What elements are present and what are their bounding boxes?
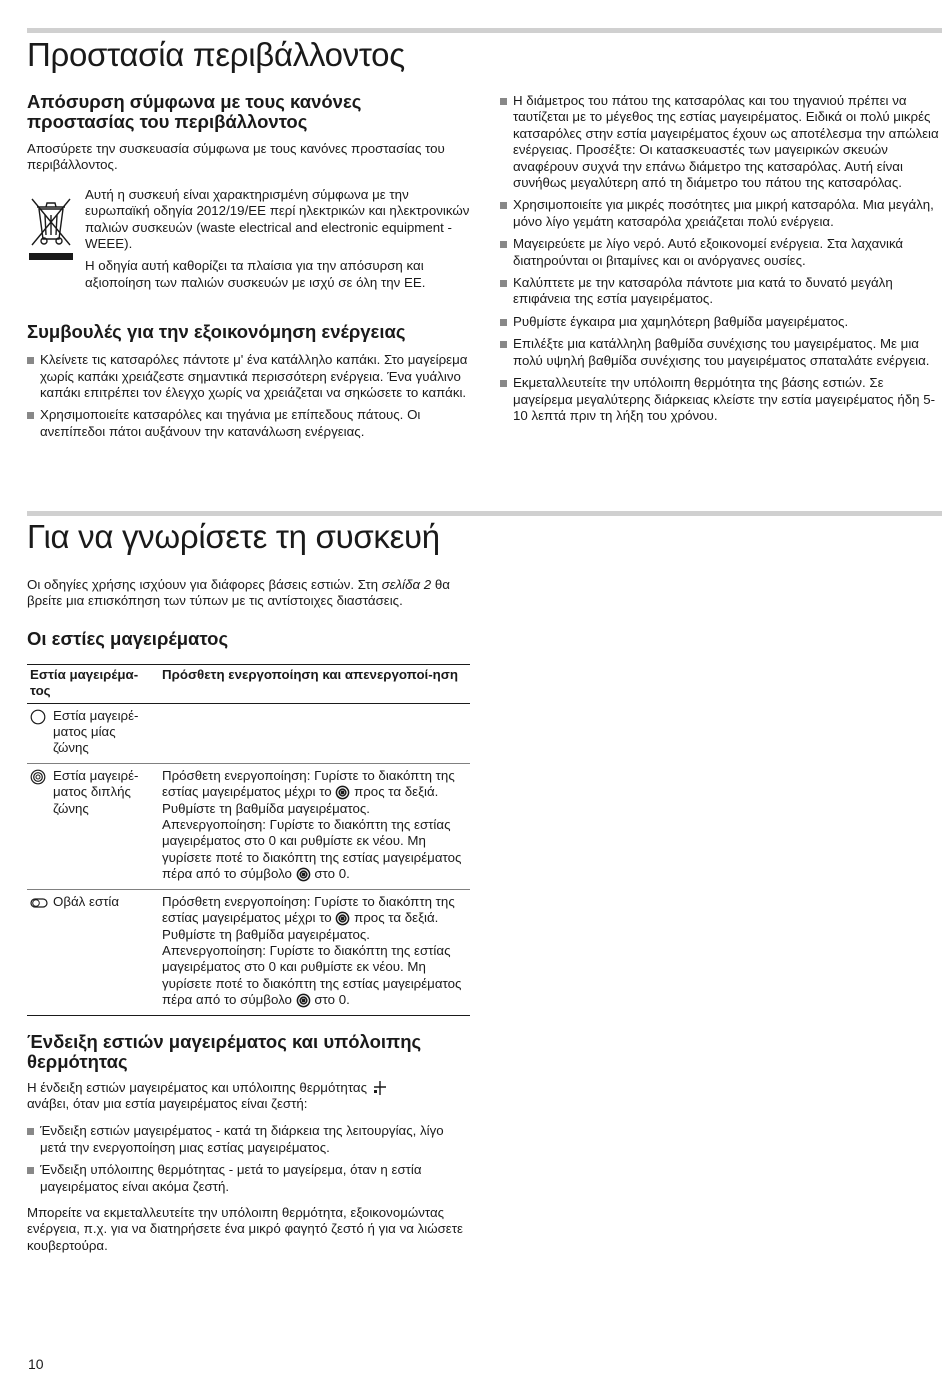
list-item: Εκμεταλλευτείτε την υπόλοιπη θερμότητα της βάσης εστιών. Σε μαγείρεμα μεγαλύτερης διάρκειας κλείστε την εστία μαγειρέματος ήδη 5-10 λεπτά πριν τη λήξη του χρόνου. [500, 375, 942, 424]
list-item: Ένδειξη εστιών μαγειρέματος - κατά τη διάρκεια της λειτουργίας, λίγο μετά την ενεργοποίηση μιας εστίας μαγειρέματος. [27, 1123, 470, 1156]
table-row: Εστία μαγειρέ-ματος μίας ζώνης [27, 703, 470, 763]
indicator-intro: Η ένδειξη εστιών μαγειρέματος και υπόλοιπης θερμότητας ανάβει, όταν μια εστία μαγειρέματος είναι ζεστή: [27, 1080, 470, 1113]
weee-text-2: Η οδηγία αυτή καθορίζει τα πλαίσια για την απόσυρση και αξιοποίηση των παλιών συσκευών με ισχύ σε όλη την ΕΕ. [85, 258, 426, 290]
single-zone-icon [30, 709, 46, 725]
oval-zone-icon [30, 897, 48, 909]
table-row: Εστία μαγειρέ-ματος διπλής ζώνης Πρόσθετη ενεργοποίηση: Γυρίστε το διακόπτη της εστίας μαγειρέματος μέχρι το προς τα δεξιά. Ρυθμίστε τη βαθμίδα μαγειρέματος. Απενεργοποίηση: Γυρίστε το διακόπτη της εστίας μαγειρέματος στο 0 και ρυθμίστε εκ νέου. Μη γυρίσετε ποτέ το διακόπτη της εστίας μαγειρέματος πέρα από το σύμβολο στο 0. [27, 763, 470, 889]
dual-zone-symbol-icon [335, 785, 350, 800]
hobs-table [27, 664, 470, 1016]
dual-zone-icon [30, 769, 46, 785]
hobs-heading: Οι εστίες μαγειρέματος [27, 627, 229, 649]
section-title-appliance: Για να γνωρίσετε τη συσκευή [27, 518, 440, 555]
list-item: Ρυθμίστε έγκαιρα μια χαμηλότερη βαθμίδα μαγειρέματος. [500, 314, 942, 330]
dual-zone-symbol-icon [296, 867, 311, 882]
right-column-top [500, 93, 942, 430]
list-item: Η διάμετρος του πάτου της κατσαρόλας και του τηγανιού πρέπει να ταυτίζεται με το μέγεθος της εστίας μαγειρέματος. Ειδικά οι πολύ μικρές κατσαρόλες στην εστία μαγειρέματος έχουν ως αποτέλεσμα την απώλεια ενέργειας. Προσέξτε: Οι κατασκευαστές των μαγειρικών σκευών αναφέρουν συχνά την επάνω διάμετρο της κατσαρόλας. Αυτή είναι συνήθως μεγαλύτερη από τη διάμετρο του πάτου της κατσαρόλας. [500, 93, 942, 191]
left-column-bottom [27, 577, 470, 1254]
list-item: Ένδειξη υπόλοιπης θερμότητας - μετά το μαγείρεμα, όταν η εστία μαγειρέματος είναι ακόμα ζεστή. [27, 1162, 470, 1195]
page-reference-link[interactable]: σελίδα 2 [381, 577, 432, 592]
list-item: Χρησιμοποιείτε για μικρές ποσότητες μια μικρή κατσαρόλα. Μια μεγάλη, μόνο λίγο γεμάτη κατσαρόλα χρειάζεται πολύ ενέργεια. [500, 197, 942, 230]
indicator-heading: Ένδειξη εστιών μαγειρέματος και υπόλοιπης θερμότητας [27, 1030, 422, 1072]
list-item: Χρησιμοποιείτε κατσαρόλες και τηγάνια με επίπεδους πάτους. Οι ανεπίπεδοι πάτοι αυξάνουν την κατανάλωση ενέργειας. [27, 407, 470, 440]
dual-zone-symbol-icon [335, 911, 350, 926]
list-item: Καλύπτετε με την κατσαρόλα πάντοτε μια κατά το δυνατό μεγάλη επιφάνεια της εστία μαγειρέματος. [500, 275, 942, 308]
list-item: Μαγειρεύετε με λίγο νερό. Αυτό εξοικονομεί ενέργεια. Στα λαχανικά διατηρούνται οι βιταμίνες και οι ανόργανες ουσίες. [500, 236, 942, 269]
top-rule [27, 28, 942, 33]
list-item: Κλείνετε τις κατσαρόλες πάντοτε μ' ένα κατάλληλο καπάκι. Στο μαγείρεμα χωρίς καπάκι χρειάζεστε σημαντικά περισσότερη ενέργεια. Ένα γυάλινο καπάκι επιτρέπει τον έλεγχο χωρίς να χρειάζεται να σηκώσετε το καπάκι. [27, 352, 470, 401]
list-item: Επιλέξτε μια κατάλληλη βαθμίδα συνέχισης του μαγειρέματος. Με μια πολύ υψηλή βαθμίδα συνέχισης του μαγειρέματος σπαταλάτε ενέργεια. [500, 336, 942, 369]
section-title-environment: Προστασία περιβάλλοντος [27, 36, 405, 73]
energy-tips-heading: Συμβουλές για την εξοικονόμηση ενέργειας [27, 321, 406, 343]
table-header-activation: Πρόσθετη ενεργοποίηση και απενεργοποί-ηση [159, 664, 470, 703]
dual-zone-symbol-icon [296, 993, 311, 1008]
table-row: Οβάλ εστία Πρόσθετη ενεργοποίηση: Γυρίστε το διακόπτη της εστίας μαγειρέματος μέχρι το προς τα δεξιά. Ρυθμίστε τη βαθμίδα μαγειρέματος. Απενεργοποίηση: Γυρίστε το διακόπτη της εστίας μαγειρέματος στο 0 και ρυθμίστε εκ νέου. Μη γυρίσετε ποτέ το διακόπτη της εστίας μαγειρέματος πέρα από το σύμβολο στο 0. [27, 889, 470, 1015]
weee-crossed-bin-icon [29, 195, 73, 265]
page-number: 10 [28, 1356, 44, 1372]
disposal-heading: Απόσυρση σύμφωνα με τους κανόνες προστασίας του περιβάλλοντος [27, 91, 362, 132]
disposal-intro: Αποσύρετε την συσκευασία σύμφωνα με τους κανόνες προστασίας του περιβάλλοντος. [27, 141, 445, 173]
indicator-outro: Μπορείτε να εκμεταλλευτείτε την υπόλοιπη θερμότητα, εξοικονομώντας ενέργεια, π.χ. για να διατηρήσετε ένα μικρό φαγητό ζεστό ή για να λιώσετε κουβερτούρα. [27, 1205, 463, 1253]
weee-text-1: Αυτή η συσκευή είναι χαρακτηρισμένη σύμφωνα με την ευρωπαϊκή οδηγία 2012/19/ΕΕ περί ηλεκτρικών και ηλεκτρονικών παλιών συσκευών (waste electrical and electronic equipment - WEEE). [85, 186, 470, 252]
section-rule [27, 511, 942, 516]
left-column-top [27, 92, 470, 446]
appliance-intro: Οι οδηγίες χρήσης ισχύουν για διάφορες βάσεις εστιών. Στη σελίδα 2 θα βρείτε μια επισκόπηση των τύπων με τις αντίστοιχες διαστάσεις. [27, 577, 450, 609]
residual-heat-icon [371, 1080, 387, 1096]
table-header-zone: Εστία μαγειρέμα-τος [27, 664, 159, 703]
